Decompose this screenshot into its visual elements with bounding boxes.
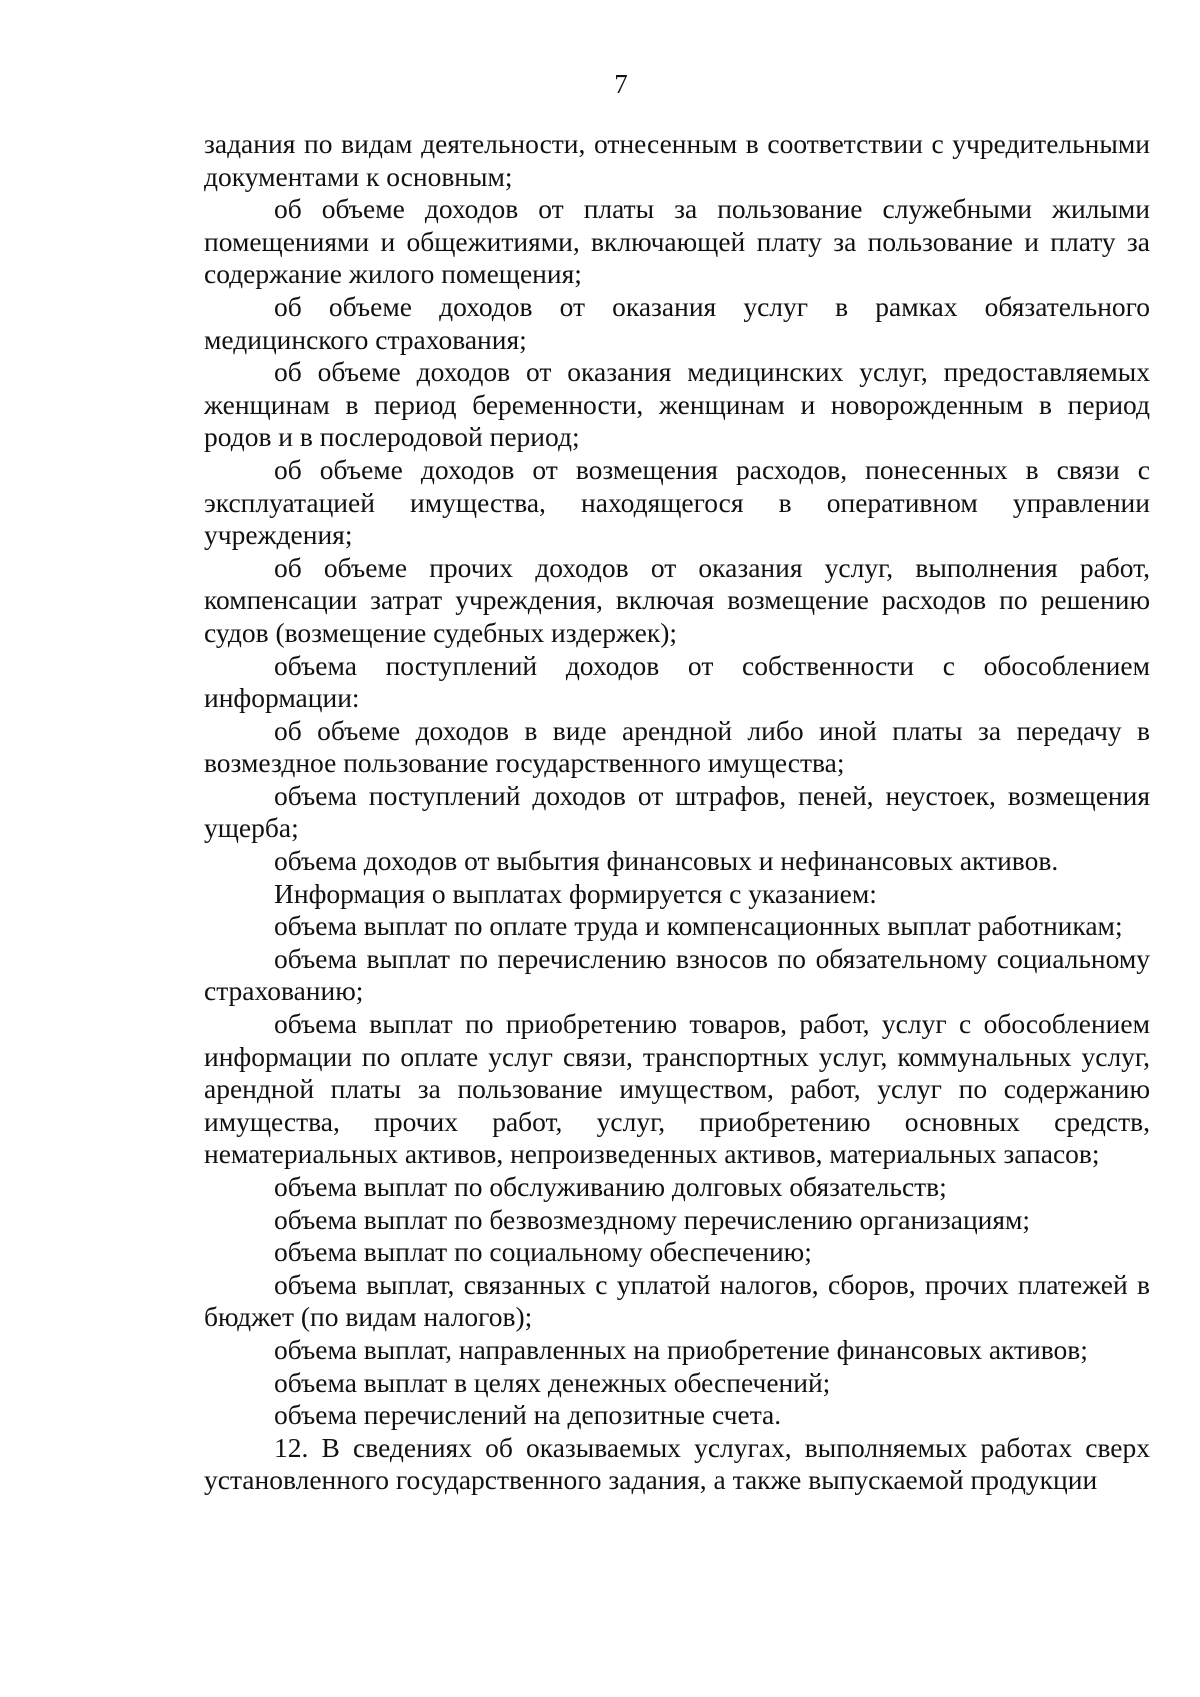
paragraph: объема выплат, направленных на приобретение финансовых активов; (274, 1333, 1088, 1365)
paragraph: объема выплат в целях денежных обеспечений; (274, 1366, 831, 1398)
paragraph: объема перечислений на депозитные счета. (274, 1399, 782, 1431)
paragraph: об объеме доходов от оказания услуг в рамках обязательного медицинского страхования; (204, 290, 1150, 355)
paragraph: задания по видам деятельности, отнесенным в соответствии с учредительными документами к основным; (204, 128, 1150, 192)
paragraph: объема выплат по перечислению взносов по обязательному социальному страхованию; (204, 942, 1150, 1007)
page-number: 7 (614, 69, 628, 99)
paragraph: объема выплат по социальному обеспечению; (274, 1236, 812, 1268)
paragraph: объема выплат, связанных с уплатой налогов, сборов, прочих платежей в бюджет (по видам налогов); (204, 1268, 1150, 1333)
paragraph: объема доходов от выбытия финансовых и нефинансовых активов. (274, 845, 1059, 877)
paragraph: об объеме доходов от оказания медицинских услуг, предоставляемых женщинам в период беременности, женщинам и новорожденным в период родов и в послеродовой период; (204, 356, 1150, 453)
paragraph: объема выплат по обслуживанию долговых обязательств; (274, 1171, 947, 1202)
paragraph: 12. В сведениях об оказываемых услугах, выполняемых работах сверх установленного государственного задания, а также выпускаемой продукции (204, 1431, 1150, 1496)
paragraph: объема поступлений доходов от штрафов, пеней, неустоек, возмещения ущерба; (204, 779, 1150, 844)
paragraph: об объеме доходов от платы за пользование служебными жилыми помещениями и общежитиями, включающей плату за пользование и плату за содержание жилого помещения; (204, 193, 1150, 290)
paragraph: объема выплат по приобретению товаров, работ, услуг с обособлением информации по оплате услуг связи, транспортных услуг, коммунальных услуг, арендной платы за пользование имуществом, работ, услуг по содержанию имущества, прочих работ, услуг, приобретению основных средств, нематериальных активов, непроизведенных активов, материальных запасов; (204, 1008, 1150, 1170)
paragraph: об объеме доходов от возмещения расходов, понесенных в связи с эксплуатацией имущества, находящегося в оперативном управлении учреждения; (204, 453, 1150, 551)
paragraph: Информация о выплатах формируется с указанием: (274, 877, 877, 909)
paragraph: об объеме прочих доходов от оказания услуг, выполнения работ, компенсации затрат учреждения, включая возмещение расходов по решению судов (возмещение судебных издержек); (204, 551, 1150, 648)
paragraph: об объеме доходов в виде арендной либо иной платы за передачу в возмездное пользование государственного имущества; (204, 714, 1150, 779)
paragraph: объема выплат по безвозмездному перечислению организациям; (274, 1203, 1031, 1235)
document-body (204, 128, 1150, 1497)
paragraph: объема выплат по оплате труда и компенсационных выплат работникам; (274, 910, 1123, 942)
paragraph: объема поступлений доходов от собственности с обособлением информации: (204, 649, 1150, 714)
